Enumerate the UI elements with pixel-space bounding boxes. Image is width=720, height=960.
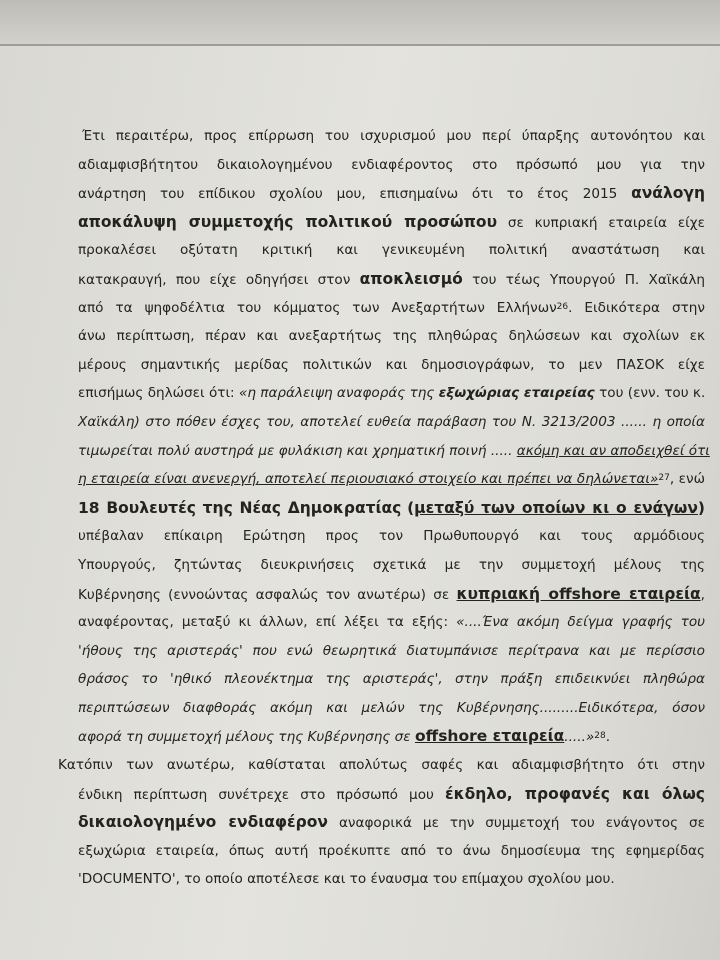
text-line: 'ήθους της αριστεράς' που ενώ θεωρητικά διατυμπάνισε περίτρανα και με περίσσιο bbox=[78, 642, 705, 659]
text-line: αναφέροντας, μεταξύ κι άλλων, επί λέξει τα εξής: «....Ένα ακόμη δείγμα γραφής του bbox=[78, 614, 706, 631]
text-line: Κυβέρνησης (εννοώντας ασφαλώς τον ανωτέρω) σε κυπριακή offshore εταιρεία, bbox=[78, 584, 705, 603]
page-top-edge bbox=[0, 0, 720, 46]
text-line: εξωχώρια εταιρεία, όπως αυτή προέκυπτε από το άνω δημοσίευμα της εφημερίδας bbox=[78, 842, 705, 859]
text-line: αδιαμφισβήτητου δικαιολογημένου ενδιαφέροντος στο πρόσωπό μου για την bbox=[78, 156, 705, 173]
text-line: η εταιρεία είναι ανενεργή, αποτελεί περιουσιακό στοιχείο και πρέπει να δηλώνεται»$^{27}$, ενώ bbox=[78, 471, 705, 488]
text-line: δικαιολογημένο ενδιαφέρον αναφορικά με την συμμετοχή του ενάγοντος σε bbox=[78, 813, 705, 832]
footnote-ref: 28 bbox=[594, 731, 606, 742]
text-line: Υπουργούς, ζητώντας διευκρινήσεις σχετικά με την συμμετοχή μέλους της bbox=[78, 556, 705, 573]
text-line: θράσος το 'ηθικό πλεονέκτημα της αριστεράς', στην πράξη επιδεικνύει πληθώρα bbox=[78, 671, 705, 688]
text-line: Έτι περαιτέρω, προς επίρρωση του ισχυρισμού μου περί ύπαρξης αυτονόητου και bbox=[82, 128, 705, 144]
text-line: Χαϊκάλη) στο πόθεν έσχες του, αποτελεί ευθεία παράβαση του Ν. 3213/2003 ...... η οποία bbox=[78, 413, 705, 430]
text-line: επισήμως δηλώσει ότι: «η παράλειψη αναφοράς της εξωχώριας εταιρείας του (ενν. του κ. bbox=[78, 385, 706, 402]
body-text bbox=[40, 120, 710, 894]
text-line: άνω περίπτωση, πέραν και ανεξαρτήτως της πληθώρας δηλώσεων και σχολίων εκ bbox=[78, 328, 705, 345]
text-line: υπέβαλαν επίκαιρη Ερώτηση προς τον Πρωθυπουργό και τους αρμόδιους bbox=[78, 528, 705, 545]
text-line: μέρους σημαντικής μερίδας πολιτικών και δημοσιογράφων, το μεν ΠΑΣΟΚ είχε bbox=[78, 356, 705, 373]
text-line: αποκάλυψη συμμετοχής πολιτικού προσώπου σε κυπριακή εταιρεία είχε bbox=[78, 212, 705, 231]
text-line: από τα ψηφοδέλτια του κόμματος των Ανεξαρτήτων Ελλήνων$^{26}$. Ειδικότερα στην bbox=[78, 299, 705, 316]
text-line: Κατόπιν των ανωτέρω, καθίσταται απολύτως σαφές και αδιαμφισβήτητο ότι στην bbox=[58, 757, 705, 774]
text-line: 18 Βουλευτές της Νέας Δημοκρατίας (μεταξύ των οποίων κι ο ενάγων) bbox=[78, 498, 705, 517]
text-line: 'DOCUMENTO', το οποίο αποτέλεσε και το έναυσμα του επίμαχου σχολίου μου. bbox=[78, 871, 615, 888]
footnote-ref: 27 bbox=[658, 473, 670, 484]
text-line: κατακραυγή, που είχε οδηγήσει στον αποκλεισμό του τέως Υπουργού Π. Χαϊκάλη bbox=[78, 269, 706, 288]
text-line: τιμωρείται πολύ αυστηρά με φυλάκιση και χρηματική ποινή ..... ακόμη και αν αποδειχθεί ότι bbox=[78, 442, 710, 459]
text-line: περιπτώσεων διαφθοράς ακόμη και μελών της Κυβέρνησης.........Ειδικότερα, όσον bbox=[78, 699, 705, 716]
text-line: ανάρτηση του επίδικου σχολίου μου, επισημαίνω ότι το έτος 2015 ανάλογη bbox=[78, 184, 705, 203]
text-line: αφορά τη συμμετοχή μέλους της Κυβέρνησης σε offshore εταιρεία.....»$^{28}$. bbox=[78, 727, 611, 746]
text-line: προκαλέσει οξύτατη κριτική και γενικευμένη πολιτική αναστάτωση και bbox=[78, 242, 705, 259]
text-line: ένδικη περίπτωση συνέτρεχε στο πρόσωπό μου έκδηλο, προφανές και όλως bbox=[78, 784, 705, 803]
footnote-ref: 26 bbox=[556, 301, 569, 312]
